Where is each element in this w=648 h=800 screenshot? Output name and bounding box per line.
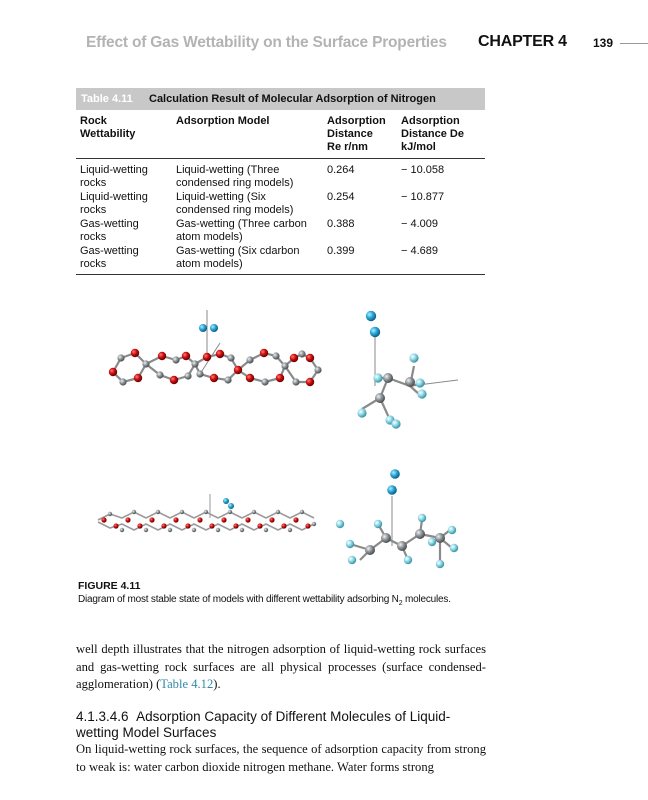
carbon-atom (435, 533, 445, 543)
cell-model: Liquid-wetting (Six condensed ring models) (176, 191, 294, 216)
oxygen-atom (245, 517, 250, 522)
fluorine-atom (418, 514, 426, 522)
carbon-atom (144, 528, 148, 532)
oxygen-atom (182, 352, 190, 360)
oxygen-atom (209, 523, 214, 528)
fluorine-atom (374, 520, 382, 528)
carbon-atom (264, 528, 268, 532)
carbon-atom (119, 378, 126, 385)
panel-gas-wetting-six-carbon (336, 469, 458, 568)
header-adsorption-model: Adsorption Model (172, 110, 323, 159)
cell-energy: − 4.009 (401, 218, 439, 230)
carbon-atom (228, 510, 232, 514)
oxygen-atom (210, 374, 218, 382)
cell-model: Liquid-wetting (Three condensed ring models) (176, 164, 294, 189)
header-adsorption-energy: Adsorption Distance De kJ/mol (397, 110, 485, 159)
carbon-atom (196, 370, 203, 377)
fluorine-atom (357, 408, 366, 417)
oxygen-atom (197, 517, 202, 522)
carbon-atom (227, 354, 234, 361)
carbon-atom (276, 510, 280, 514)
oxygen-atom (101, 517, 106, 522)
oxygen-atom (131, 349, 139, 357)
oxygen-atom (305, 523, 310, 528)
table-title: Calculation Result of Molecular Adsorption of Nitrogen (149, 93, 436, 105)
fluorine-atom (436, 560, 444, 568)
oxygen-atom (134, 374, 142, 382)
carbon-atom (381, 533, 391, 543)
cell-wettability: Liquid-wetting rocks (80, 191, 148, 216)
carbon-atom (240, 528, 244, 532)
oxygen-atom (269, 517, 274, 522)
oxygen-atom (221, 517, 226, 522)
header-rock-wettability: Rock Wettability (76, 110, 172, 159)
carbon-atom (375, 393, 385, 403)
carbon-atom (272, 352, 279, 359)
oxygen-atom (161, 523, 166, 528)
panel-gas-wetting-three-carbon (357, 311, 458, 429)
header-rule (620, 43, 648, 44)
oxygen-atom (109, 368, 117, 376)
oxygen-atom (113, 523, 118, 528)
nitrogen-atom (223, 498, 229, 504)
carbon-atom (314, 366, 321, 373)
carbon-atom (300, 510, 304, 514)
section-heading: 4.1.3.4.6 Adsorption Capacity of Different Molecules of Liquid-wetting Model Surfaces (76, 709, 451, 740)
nitrogen-atom (366, 311, 376, 321)
carbon-atom (397, 541, 407, 551)
nitrogen-atom (210, 324, 218, 332)
cell-energy: − 4.689 (397, 244, 485, 275)
table-row (76, 217, 485, 244)
carbon-atom (252, 510, 256, 514)
carbon-atom (191, 360, 198, 367)
carbon-atom (142, 360, 149, 367)
fluorine-atom (448, 526, 456, 534)
cell-wettability: Liquid-wetting rocks (80, 164, 148, 189)
cell-distance: 0.388 (327, 218, 355, 230)
table-row (76, 190, 485, 217)
carbon-atom (383, 373, 393, 383)
fluorine-atom (346, 540, 354, 548)
carbon-atom (108, 512, 112, 516)
oxygen-atom (246, 374, 254, 382)
fluorine-atom (415, 378, 424, 387)
cell-energy: − 10.058 (401, 164, 445, 176)
nitrogen-atom (228, 503, 234, 509)
oxygen-atom (276, 374, 284, 382)
table-header-row (76, 110, 485, 159)
page-header (0, 30, 648, 56)
carbon-atom (168, 528, 172, 532)
table-label: Table 4.11 (81, 93, 133, 105)
cell-wettability: Gas-wetting rocks (76, 244, 172, 275)
carbon-atom (156, 510, 160, 514)
carbon-atom (204, 510, 208, 514)
oxygen-atom (137, 523, 142, 528)
nitrogen-atom (387, 485, 397, 495)
header-adsorption-distance: Adsorption Distance Re r/nm (323, 110, 397, 159)
carbon-atom (224, 376, 231, 383)
carbon-atom (172, 356, 179, 363)
paragraph-well-depth: well depth illustrates that the nitrogen adsorption of liquid-wetting rock surfaces and gas-wetting rock surfaces are all physical processes (surface condensed-agglomeration) (Table 4.12). (76, 642, 486, 691)
cell-energy: − 10.877 (401, 191, 445, 203)
table-row (76, 159, 485, 191)
carbon-atom (281, 362, 288, 369)
oxygen-atom (260, 349, 268, 357)
oxygen-atom (234, 366, 242, 374)
paragraph-adsorption-sequence: On liquid-wetting rock surfaces, the sequence of adsorption capacity from strong to weak is: water carbon dioxide nitrogen methane. Water forms strong (76, 742, 486, 774)
molecular-models-figure (90, 298, 480, 578)
cell-model: Gas-wetting (Six cdarbon atom models) (172, 244, 323, 275)
carbon-atom (156, 371, 163, 378)
oxygen-atom (257, 523, 262, 528)
carbon-atom (312, 522, 316, 526)
fluorine-atom (404, 556, 412, 564)
cell-wettability: Gas-wetting rocks (80, 218, 139, 243)
page-number: 139 (593, 36, 614, 50)
oxygen-atom (293, 517, 298, 522)
carbon-atom (117, 354, 124, 361)
oxygen-atom (281, 523, 286, 528)
fluorine-atom (428, 538, 436, 546)
figure-label: FIGURE 4.11 (78, 580, 141, 592)
carbon-atom (216, 528, 220, 532)
carbon-atom (246, 356, 253, 363)
carbon-atom (120, 528, 124, 532)
oxygen-atom (306, 378, 314, 386)
panel-liquid-wetting-six-ring (98, 494, 316, 532)
carbon-atom (415, 529, 425, 539)
carbon-atom (192, 528, 196, 532)
table-row (76, 244, 485, 275)
oxygen-atom (216, 350, 224, 358)
oxygen-atom (203, 353, 211, 361)
carbon-atom (365, 545, 375, 555)
nitrogen-atom (390, 469, 400, 479)
oxygen-atom (290, 354, 298, 362)
fluorine-atom (450, 544, 458, 552)
table-reference-link[interactable]: Table 4.12 (160, 677, 214, 691)
cell-distance: 0.264 (327, 164, 355, 176)
running-title: Effect of Gas Wettability on the Surface Properties (86, 34, 447, 51)
cell-model: Gas-wetting (Three carbon atom models) (176, 218, 307, 243)
cell-distance: 0.254 (327, 191, 355, 203)
oxygen-atom (149, 517, 154, 522)
oxygen-atom (158, 352, 166, 360)
nitrogen-atom (199, 324, 207, 332)
panel-liquid-wetting-three-ring (109, 310, 322, 386)
fluorine-atom (409, 353, 418, 362)
carbon-atom (298, 350, 305, 357)
fluorine-atom (336, 520, 344, 528)
carbon-atom (405, 377, 415, 387)
oxygen-atom (233, 523, 238, 528)
data-table (76, 110, 485, 275)
fluorine-atom (348, 556, 356, 564)
fluorine-atom (373, 373, 382, 382)
carbon-atom (261, 378, 268, 385)
carbon-atom (288, 528, 292, 532)
oxygen-atom (170, 376, 178, 384)
chapter-label: CHAPTER 4 (478, 33, 567, 50)
oxygen-atom (185, 523, 190, 528)
oxygen-atom (173, 517, 178, 522)
fluorine-atom (417, 389, 426, 398)
nitrogen-atom (370, 327, 380, 337)
carbon-atom (184, 372, 191, 379)
table-caption (76, 88, 485, 110)
carbon-atom (180, 510, 184, 514)
carbon-atom (132, 510, 136, 514)
figure-caption: Diagram of most stable state of models with different wettability adsorbing $N_2$ molecules. (78, 594, 451, 607)
cell-distance: 0.399 (323, 244, 397, 275)
fluorine-atom (391, 419, 400, 428)
carbon-atom (292, 378, 299, 385)
oxygen-atom (306, 354, 314, 362)
oxygen-atom (125, 517, 130, 522)
